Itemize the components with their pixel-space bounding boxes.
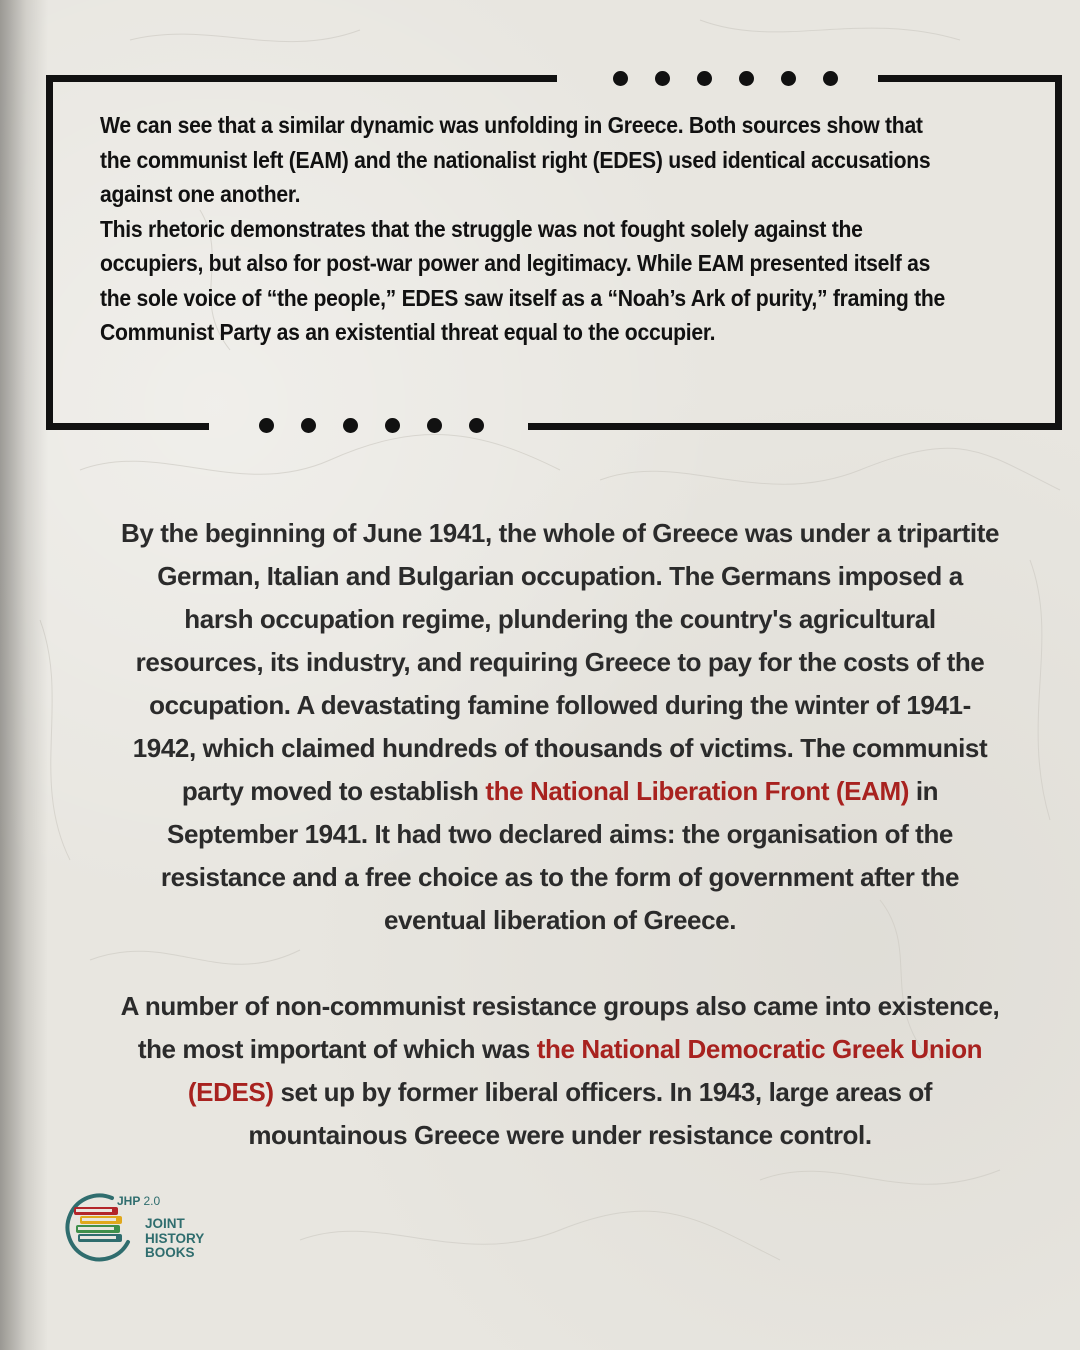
main-text bbox=[120, 512, 1000, 1157]
logo-version: 2.0 bbox=[143, 1194, 161, 1208]
frame-dot bbox=[697, 71, 712, 86]
logo-brand bbox=[117, 1194, 160, 1208]
frame-bottom-left-line bbox=[46, 423, 209, 430]
body-paragraph-2-text: A number of non-communist resistance groups also came into existence, the most important of which was bbox=[120, 991, 1000, 1064]
frame-top-right-line bbox=[878, 75, 1062, 82]
body-paragraph-1-text: By the beginning of June 1941, the whole of Greece was under a tripartite German, Italian and Bulgarian occupation. The Germans imposed a harsh occupation regime, plundering the country's agricultural resources, its industry, and requiring Greece to pay for the costs of the occupation. A devastating famine followed during the winter of 1941-1942, which claimed hundreds of thousands of victims. The communist party moved to establish bbox=[120, 518, 1000, 806]
logo-line-3: BOOKS bbox=[145, 1245, 195, 1260]
logo-line-2: HISTORY bbox=[145, 1230, 205, 1246]
quote-paragraph-1: We can see that a similar dynamic was unfolding in Greece. Both sources show that the communist left (EAM) and the nationalist right (EDES) used identical accusations against one another. bbox=[100, 112, 931, 207]
frame-dot bbox=[739, 71, 754, 86]
page-edge-shadow bbox=[0, 0, 48, 1350]
body-paragraph-1-text-end: in September 1941. It had two declared aims: the organisation of the resistance and a free choice as to the form of government after the eventual liberation of Greece. bbox=[160, 776, 960, 935]
quote-paragraph-2: This rhetoric demonstrates that the struggle was not fought solely against the occupiers, but also for post-war power and legitimacy. While EAM presented itself as the sole voice of “the people,” EDES saw itself as a “Noah’s Ark of purity,” framing the Communist Party as an existential threat equal to the occupier. bbox=[100, 215, 946, 345]
body-paragraph-2-text-end: set up by former liberal officers. In 1943, large areas of mountainous Greece were under resistance control. bbox=[248, 1077, 933, 1150]
body-paragraph-2 bbox=[120, 985, 1000, 1157]
logo-name bbox=[145, 1217, 204, 1261]
frame-bottom-right-line bbox=[528, 423, 1062, 430]
frame-dot bbox=[823, 71, 838, 86]
frame-dot bbox=[301, 418, 316, 433]
edes-highlight: the National Democratic Greek Union (EDES) bbox=[187, 1034, 983, 1107]
jhp-logo bbox=[62, 1190, 232, 1265]
frame-left-line bbox=[46, 75, 53, 430]
frame-dot bbox=[781, 71, 796, 86]
frame-dot bbox=[385, 418, 400, 433]
logo-line-1: JOINT bbox=[145, 1216, 185, 1231]
frame-dot bbox=[613, 71, 628, 86]
frame-right-line bbox=[1055, 75, 1062, 430]
frame-dot bbox=[259, 418, 274, 433]
frame-dot bbox=[469, 418, 484, 433]
frame-dot bbox=[655, 71, 670, 86]
body-paragraph-1 bbox=[120, 512, 1000, 942]
logo-brand-text: JHP bbox=[117, 1194, 141, 1208]
frame-dot bbox=[427, 418, 442, 433]
frame-dot bbox=[343, 418, 358, 433]
framed-quote bbox=[100, 108, 946, 350]
frame-top-left-line bbox=[46, 75, 557, 82]
eam-highlight: the National Liberation Front (EAM) bbox=[485, 776, 910, 806]
